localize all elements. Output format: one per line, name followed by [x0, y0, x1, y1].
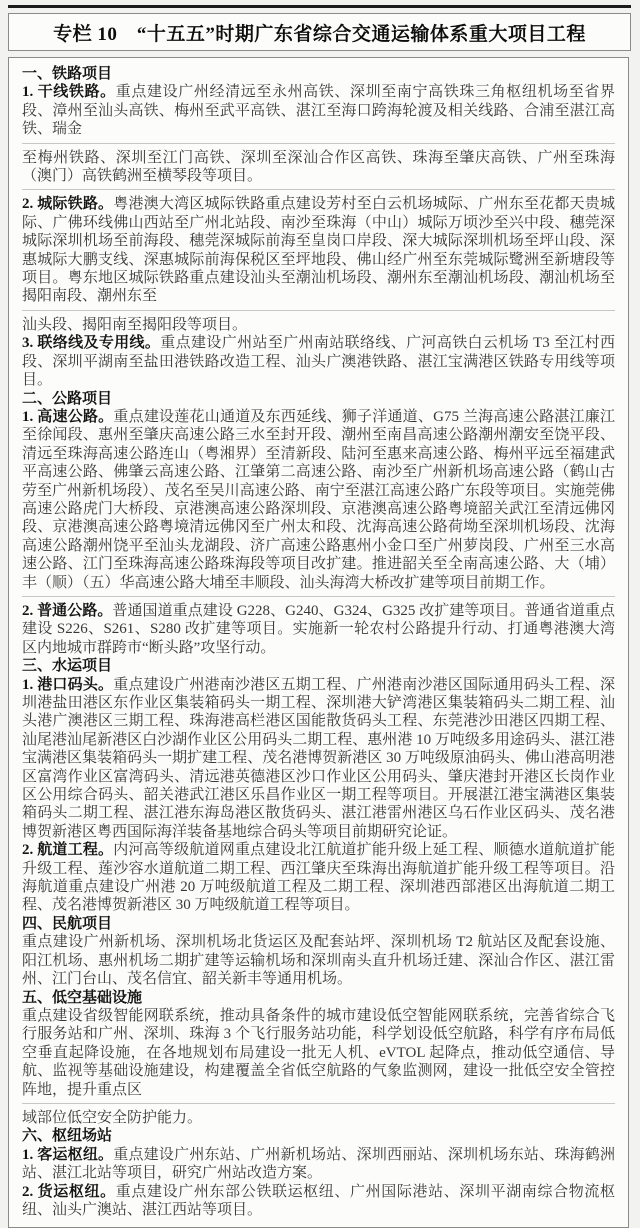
project-item-freight-hub	[22, 1183, 615, 1220]
item-text: 普通国道重点建设 G228、G240、G324、G325 改扩建等项目。普通省道重点建设 S226、S261、S280 改扩建等项目。实施新一轮农村公路提升行动、打通粤港澳大湾区内地城市群跨市“断头路”攻坚行动。	[22, 602, 615, 656]
item-label: 1. 高速公路。	[22, 408, 114, 425]
item-text: 重点建设广州经清远至永州高铁、深圳至南宁高铁珠三角枢纽机场至省界段、漳州至汕头高铁、梅州至武平高铁、湛江至海口跨海轮渡及相关线路、合浦至湛江高铁、瑞金	[22, 84, 615, 138]
item-label: 1. 港口码头。	[22, 676, 114, 693]
body-box	[8, 57, 629, 1228]
section-heading-low-altitude: 五、低空基础设施	[22, 989, 143, 1006]
item-label: 2. 城际铁路。	[22, 196, 114, 213]
section-heading-water-transport: 三、水运项目	[22, 658, 113, 675]
item-text: 粤港澳大湾区城际铁路重点建设芳村至白云机场城际、广州东至花都天贵城际、广佛环线佛山西站至广州北站段、南沙至珠海（中山）城际万顷沙至兴中段、穗莞深城际深圳机场至前海段、穗莞深城际前海至皇岗口岸段、深大城际深圳机场至坪山段、深惠城际大鹏支线、深惠城际前海保税区至坪地段、佛山经广州至东莞城际鹭洲至新塘段等项目。粤东地区城际铁路重点建设汕头至潮汕机场段、潮州东至潮汕机场段、潮汕机场至揭阳南段、潮州东至	[22, 196, 615, 305]
item-text: 重点建设广州东站、广州新机场站、深圳西丽站、深圳机场东站、珠海鹤洲站、湛江北站等项目，研究广州站改造方案。	[22, 1146, 615, 1182]
item-text: 重点建设广州港南沙港区五期工程、广州港南沙港区国际通用码头工程、深圳港盐田港区东作业区集装箱码头一期工程、深圳港大铲湾港区集装箱码头二期工程、汕头港广澳港区三期工程、珠海港高栏港区国能散货码头工程、东莞港沙田港区四期工程、汕尾港汕尾新港区白沙湖作业区公用码头二期工程、惠州港 10 万吨级多用途码头、湛江港宝满港区集装箱码头一期扩建工程、茂名港博贺新港区 30 万吨级原油码头、佛山港高明港区富湾作业区富湾码头、清远港英德港区沙口作业区公用码头、肇庆港封开港区长岗作业区公用综合码头、韶关港武江港区乐昌作业区一期工程等项目。开展湛江港宝满港区集装箱码头二期工程、湛江港东海岛港区散货码头、湛江港雷州港区乌石作业区码头、茂名港博贺新港区粤西国际海洋装备基地综合码头等项目前期研究论证。	[22, 676, 615, 840]
top-rule	[8, 5, 631, 8]
item-text: 重点建设莲花山通道及东西延线、狮子洋通道、G75 兰海高速公路湛江廉江至徐闻段、惠州至肇庆高速公路三水至封开段、潮州至南昌高速公路潮州潮安至饶平段、清远至珠海高速公路连山（粤湘界）至清新段、陆河至惠来高速公路、梅州平远至福建武平高速公路、佛肇云高速公路、江肇第二高速公路、南沙至广州新机场高速公路（鹤山古劳至广州新机场段）、茂名至吴川高速公路、南宁至湛江高速公路广东段等项目。实施莞佛高速公路虎门大桥段、京港澳高速公路深圳段、京港澳高速公路粤境韶关武江至清远佛冈段、京港澳高速公路粤境清远佛冈至广州太和段、沈海高速公路荷坳至深圳机场段、沈海高速公路潮州饶平至汕头龙湖段、济广高速公路惠州小金口至广州萝岗段、广州至三水高速公路、江门至珠海高速公路珠海段等项目改扩建。推进韶关至全南高速公路、大（埔）丰（顺）（五）华高速公路大埔至丰顺段、汕头海湾大桥改扩建等项目前期工作。	[22, 408, 615, 591]
project-item-connector-lines	[22, 334, 615, 389]
item-label: 2. 航道工程。	[22, 842, 114, 859]
continuation-text: 汕头段、揭阳南至揭阳段等项目。	[22, 310, 615, 334]
continuation-text: 域部位低空安全防护能力。	[22, 1103, 615, 1127]
section-heading-railway: 一、铁路项目	[22, 66, 113, 82]
project-item-ports	[22, 676, 615, 842]
item-label: 2. 货运枢纽。	[22, 1183, 116, 1200]
project-item-expressway	[22, 408, 615, 592]
section-heading-highway: 二、公路项目	[22, 390, 113, 407]
item-text: 内河高等级航道网重点建设北江航道扩能升级上延工程、顺德水道航道扩能升级工程、莲沙容水道航道二期工程、西江肇庆至珠海出海航道扩能升级工程等项目。沿海航道重点建设广州港 20 万吨级航道工程及二期工程、深圳港西部港区出海航道二期工程、茂名港博贺新港区 30 万吨级航道工程等项目。	[22, 842, 615, 914]
item-label: 1. 干线铁路。	[22, 84, 116, 101]
project-item-intercity-rail	[22, 189, 615, 305]
section-heading-civil-aviation: 四、民航项目	[22, 915, 113, 932]
item-label: 2. 普通公路。	[22, 602, 113, 619]
item-text: 重点建设广州东部公铁联运枢纽、广州国际港站、深圳平湖南综合物流枢纽、汕头广澳站、湛江西站等项目。	[22, 1183, 615, 1218]
item-text: 重点建设广州站至广州南站联络线、广河高铁白云机场 T3 至江村西段、深圳平湖南至盐田港铁路改造工程、汕头广澳港铁路、湛江宝满港区铁路专用线等项目。	[22, 335, 615, 389]
continuation-text: 至梅州铁路、深圳至江门高铁、深圳至深汕合作区高铁、珠海至肇庆高铁、广州至珠海（澳门）高铁鹤洲至横琴段等项目。	[22, 143, 615, 186]
item-label: 3. 联络线及专用线。	[22, 335, 161, 352]
paragraph-low-altitude: 重点建设省级智能网联系统，推动具备条件的城市建设低空智能网联系统，完善省综合飞行服务站和广州、深圳、珠海 3 个飞行服务站功能，科学划设低空航路，科学有序布局低空垂直起降设施，在各地规划布局建设一批无人机、eVTOL 起降点，推动低空通信、导航、监视等基础设施建设，构建覆盖全省低空航路的气象监测网，建设一批低空安全管控阵地，提升重点区	[22, 1007, 615, 1098]
section-heading-hub-stations: 六、枢纽场站	[22, 1128, 113, 1145]
paragraph-civil-aviation: 重点建设广州新机场、深圳机场北货运区及配套站坪、深圳机场 T2 航站区及配套设施、阳江机场、惠州机场二期扩建等运输机场和深圳南头直升机场迁建、深汕合作区、湛江雷州、江门台山、茂名信宜、韶关新丰等通用机场。	[22, 934, 615, 988]
project-item-waterways	[22, 841, 615, 915]
project-item-ordinary-road	[22, 596, 615, 657]
document-title: 专栏 10 “十五五”时期广东省综合交通运输体系重大项目工程	[53, 23, 586, 45]
title-box	[8, 13, 631, 51]
project-item-trunk-rail	[22, 83, 615, 138]
item-label: 1. 客运枢纽。	[22, 1146, 114, 1163]
project-item-passenger-hub	[22, 1146, 615, 1183]
